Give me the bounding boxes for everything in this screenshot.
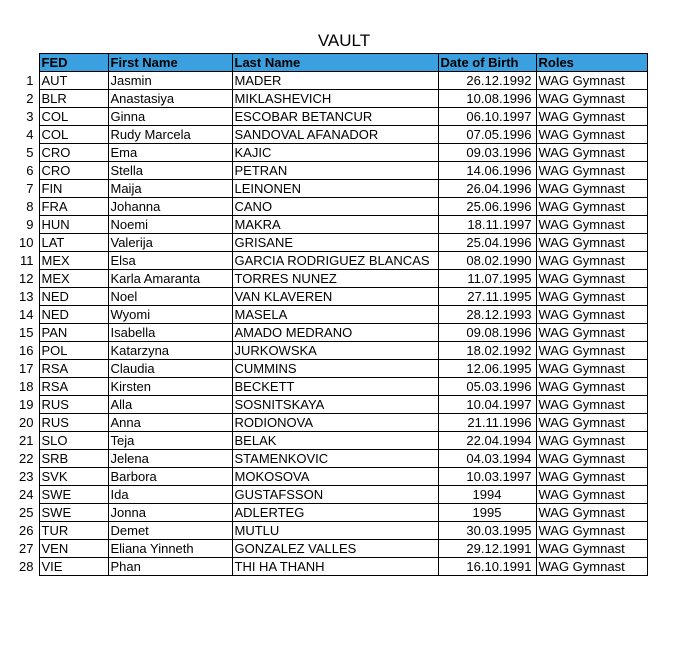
cell-role: WAG Gymnast [536,144,647,162]
cell-last-name: LEINONEN [232,180,438,198]
cell-fed: POL [39,342,108,360]
page-title: VAULT [317,31,371,50]
cell-fed: COL [39,108,108,126]
cell-first-name: Noel [108,288,232,306]
row-number: 8 [10,198,39,216]
cell-first-name: Wyomi [108,306,232,324]
row-number: 13 [10,288,39,306]
cell-role: WAG Gymnast [536,360,647,378]
cell-fed: SWE [39,486,108,504]
cell-first-name: Kirsten [108,378,232,396]
cell-last-name: THI HA THANH [232,558,438,576]
cell-role: WAG Gymnast [536,414,647,432]
cell-first-name: Phan [108,558,232,576]
cell-last-name: CANO [232,198,438,216]
row-number: 5 [10,144,39,162]
cell-last-name: GONZALEZ VALLES [232,540,438,558]
cell-first-name: Karla Amaranta [108,270,232,288]
cell-role: WAG Gymnast [536,486,647,504]
table-row [10,450,647,468]
table-row [10,522,647,540]
cell-date-of-birth: 29.12.1991 [438,540,536,558]
cell-last-name: MUTLU [232,522,438,540]
roster-body [10,72,647,576]
cell-last-name: MAKRA [232,216,438,234]
cell-last-name: GRISANE [232,234,438,252]
cell-date-of-birth: 18.02.1992 [438,342,536,360]
cell-last-name: KAJIC [232,144,438,162]
cell-role: WAG Gymnast [536,396,647,414]
row-number-header [10,54,39,72]
row-number: 1 [10,72,39,90]
cell-date-of-birth: 30.03.1995 [438,522,536,540]
cell-first-name: Katarzyna [108,342,232,360]
cell-date-of-birth: 10.03.1997 [438,468,536,486]
cell-first-name: Teja [108,432,232,450]
cell-last-name: STAMENKOVIC [232,450,438,468]
header-date-of-birth: Date of Birth [438,54,536,72]
table-row [10,198,647,216]
cell-last-name: AMADO MEDRANO [232,324,438,342]
table-row [10,468,647,486]
row-number: 23 [10,468,39,486]
cell-role: WAG Gymnast [536,180,647,198]
cell-first-name: Johanna [108,198,232,216]
row-number: 14 [10,306,39,324]
table-row [10,108,647,126]
cell-last-name: GUSTAFSSON [232,486,438,504]
table-row [10,126,647,144]
cell-first-name: Anna [108,414,232,432]
cell-date-of-birth: 11.07.1995 [438,270,536,288]
row-number: 9 [10,216,39,234]
cell-fed: RSA [39,360,108,378]
cell-last-name: ESCOBAR BETANCUR [232,108,438,126]
table-row [10,396,647,414]
header-roles: Roles [536,54,647,72]
row-number: 15 [10,324,39,342]
cell-last-name: RODIONOVA [232,414,438,432]
cell-role: WAG Gymnast [536,126,647,144]
cell-role: WAG Gymnast [536,450,647,468]
row-number: 27 [10,540,39,558]
cell-fed: CRO [39,144,108,162]
cell-first-name: Alla [108,396,232,414]
cell-date-of-birth: 14.06.1996 [438,162,536,180]
table-row [10,558,647,576]
cell-first-name: Jonna [108,504,232,522]
cell-last-name: MIKLASHEVICH [232,90,438,108]
cell-last-name: PETRAN [232,162,438,180]
cell-fed: VEN [39,540,108,558]
cell-role: WAG Gymnast [536,252,647,270]
cell-role: WAG Gymnast [536,216,647,234]
row-number: 4 [10,126,39,144]
cell-role: WAG Gymnast [536,288,647,306]
cell-fed: SWE [39,504,108,522]
cell-last-name: VAN KLAVEREN [232,288,438,306]
cell-first-name: Stella [108,162,232,180]
cell-date-of-birth: 05.03.1996 [438,378,536,396]
cell-first-name: Claudia [108,360,232,378]
cell-date-of-birth: 16.10.1991 [438,558,536,576]
cell-first-name: Ginna [108,108,232,126]
cell-last-name: SOSNITSKAYA [232,396,438,414]
cell-role: WAG Gymnast [536,342,647,360]
cell-fed: TUR [39,522,108,540]
header-fed: FED [39,54,108,72]
cell-role: WAG Gymnast [536,108,647,126]
cell-role: WAG Gymnast [536,468,647,486]
cell-first-name: Jasmin [108,72,232,90]
row-number: 10 [10,234,39,252]
cell-fed: RUS [39,396,108,414]
cell-role: WAG Gymnast [536,72,647,90]
cell-fed: AUT [39,72,108,90]
cell-date-of-birth: 12.06.1995 [438,360,536,378]
cell-role: WAG Gymnast [536,378,647,396]
table-row [10,504,647,522]
row-number: 6 [10,162,39,180]
table-row [10,234,647,252]
cell-fed: CRO [39,162,108,180]
cell-last-name: BECKETT [232,378,438,396]
cell-fed: NED [39,288,108,306]
cell-role: WAG Gymnast [536,162,647,180]
table-row [10,270,647,288]
table-row [10,486,647,504]
cell-first-name: Ema [108,144,232,162]
cell-role: WAG Gymnast [536,558,647,576]
cell-date-of-birth: 08.02.1990 [438,252,536,270]
cell-role: WAG Gymnast [536,540,647,558]
cell-date-of-birth: 1995 [438,504,536,522]
row-number: 18 [10,378,39,396]
row-number: 12 [10,270,39,288]
cell-date-of-birth: 10.04.1997 [438,396,536,414]
cell-last-name: ADLERTEG [232,504,438,522]
cell-role: WAG Gymnast [536,90,647,108]
cell-fed: FRA [39,198,108,216]
cell-role: WAG Gymnast [536,504,647,522]
cell-last-name: JURKOWSKA [232,342,438,360]
cell-role: WAG Gymnast [536,324,647,342]
row-number: 16 [10,342,39,360]
cell-date-of-birth: 09.03.1996 [438,144,536,162]
table-row [10,144,647,162]
cell-last-name: SANDOVAL AFANADOR [232,126,438,144]
cell-fed: SLO [39,432,108,450]
table-row [10,378,647,396]
cell-date-of-birth: 10.08.1996 [438,90,536,108]
cell-fed: MEX [39,252,108,270]
row-number: 26 [10,522,39,540]
header-row [10,54,647,72]
cell-first-name: Eliana Yinneth [108,540,232,558]
table-row [10,360,647,378]
row-number: 3 [10,108,39,126]
cell-date-of-birth: 27.11.1995 [438,288,536,306]
table-row [10,540,647,558]
table-row [10,342,647,360]
roster-table [10,53,648,576]
row-number: 22 [10,450,39,468]
row-number: 11 [10,252,39,270]
row-number: 28 [10,558,39,576]
cell-last-name: CUMMINS [232,360,438,378]
cell-first-name: Barbora [108,468,232,486]
cell-first-name: Rudy Marcela [108,126,232,144]
table-row [10,432,647,450]
cell-date-of-birth: 26.12.1992 [438,72,536,90]
cell-date-of-birth: 06.10.1997 [438,108,536,126]
cell-first-name: Noemi [108,216,232,234]
cell-fed: BLR [39,90,108,108]
header-last-name: Last Name [232,54,438,72]
cell-fed: RSA [39,378,108,396]
cell-role: WAG Gymnast [536,270,647,288]
cell-first-name: Elsa [108,252,232,270]
cell-date-of-birth: 28.12.1993 [438,306,536,324]
cell-last-name: GARCIA RODRIGUEZ BLANCAS [232,252,438,270]
cell-date-of-birth: 07.05.1996 [438,126,536,144]
cell-date-of-birth: 18.11.1997 [438,216,536,234]
cell-fed: PAN [39,324,108,342]
cell-date-of-birth: 09.08.1996 [438,324,536,342]
cell-first-name: Isabella [108,324,232,342]
row-number: 24 [10,486,39,504]
row-number: 19 [10,396,39,414]
cell-last-name: BELAK [232,432,438,450]
cell-date-of-birth: 25.06.1996 [438,198,536,216]
cell-date-of-birth: 25.04.1996 [438,234,536,252]
table-row [10,288,647,306]
cell-fed: COL [39,126,108,144]
table-row [10,180,647,198]
cell-fed: HUN [39,216,108,234]
cell-fed: RUS [39,414,108,432]
row-number: 2 [10,90,39,108]
cell-first-name: Valerija [108,234,232,252]
cell-fed: LAT [39,234,108,252]
row-number: 21 [10,432,39,450]
cell-first-name: Anastasiya [108,90,232,108]
header-first-name: First Name [108,54,232,72]
row-number: 7 [10,180,39,198]
cell-first-name: Jelena [108,450,232,468]
table-row [10,306,647,324]
cell-role: WAG Gymnast [536,306,647,324]
table-row [10,252,647,270]
row-number: 20 [10,414,39,432]
cell-fed: VIE [39,558,108,576]
table-row [10,324,647,342]
cell-role: WAG Gymnast [536,522,647,540]
table-row [10,414,647,432]
cell-fed: MEX [39,270,108,288]
row-number: 25 [10,504,39,522]
table-row [10,162,647,180]
cell-last-name: MADER [232,72,438,90]
cell-fed: SRB [39,450,108,468]
cell-role: WAG Gymnast [536,198,647,216]
cell-date-of-birth: 21.11.1996 [438,414,536,432]
cell-fed: NED [39,306,108,324]
table-row [10,90,647,108]
table-row [10,216,647,234]
cell-role: WAG Gymnast [536,234,647,252]
cell-fed: SVK [39,468,108,486]
cell-first-name: Maija [108,180,232,198]
row-number: 17 [10,360,39,378]
cell-last-name: TORRES NUNEZ [232,270,438,288]
cell-last-name: MASELA [232,306,438,324]
table-row [10,72,647,90]
cell-date-of-birth: 1994 [438,486,536,504]
cell-last-name: MOKOSOVA [232,468,438,486]
cell-first-name: Ida [108,486,232,504]
cell-date-of-birth: 22.04.1994 [438,432,536,450]
cell-date-of-birth: 04.03.1994 [438,450,536,468]
cell-fed: FIN [39,180,108,198]
cell-date-of-birth: 26.04.1996 [438,180,536,198]
cell-role: WAG Gymnast [536,432,647,450]
cell-first-name: Demet [108,522,232,540]
